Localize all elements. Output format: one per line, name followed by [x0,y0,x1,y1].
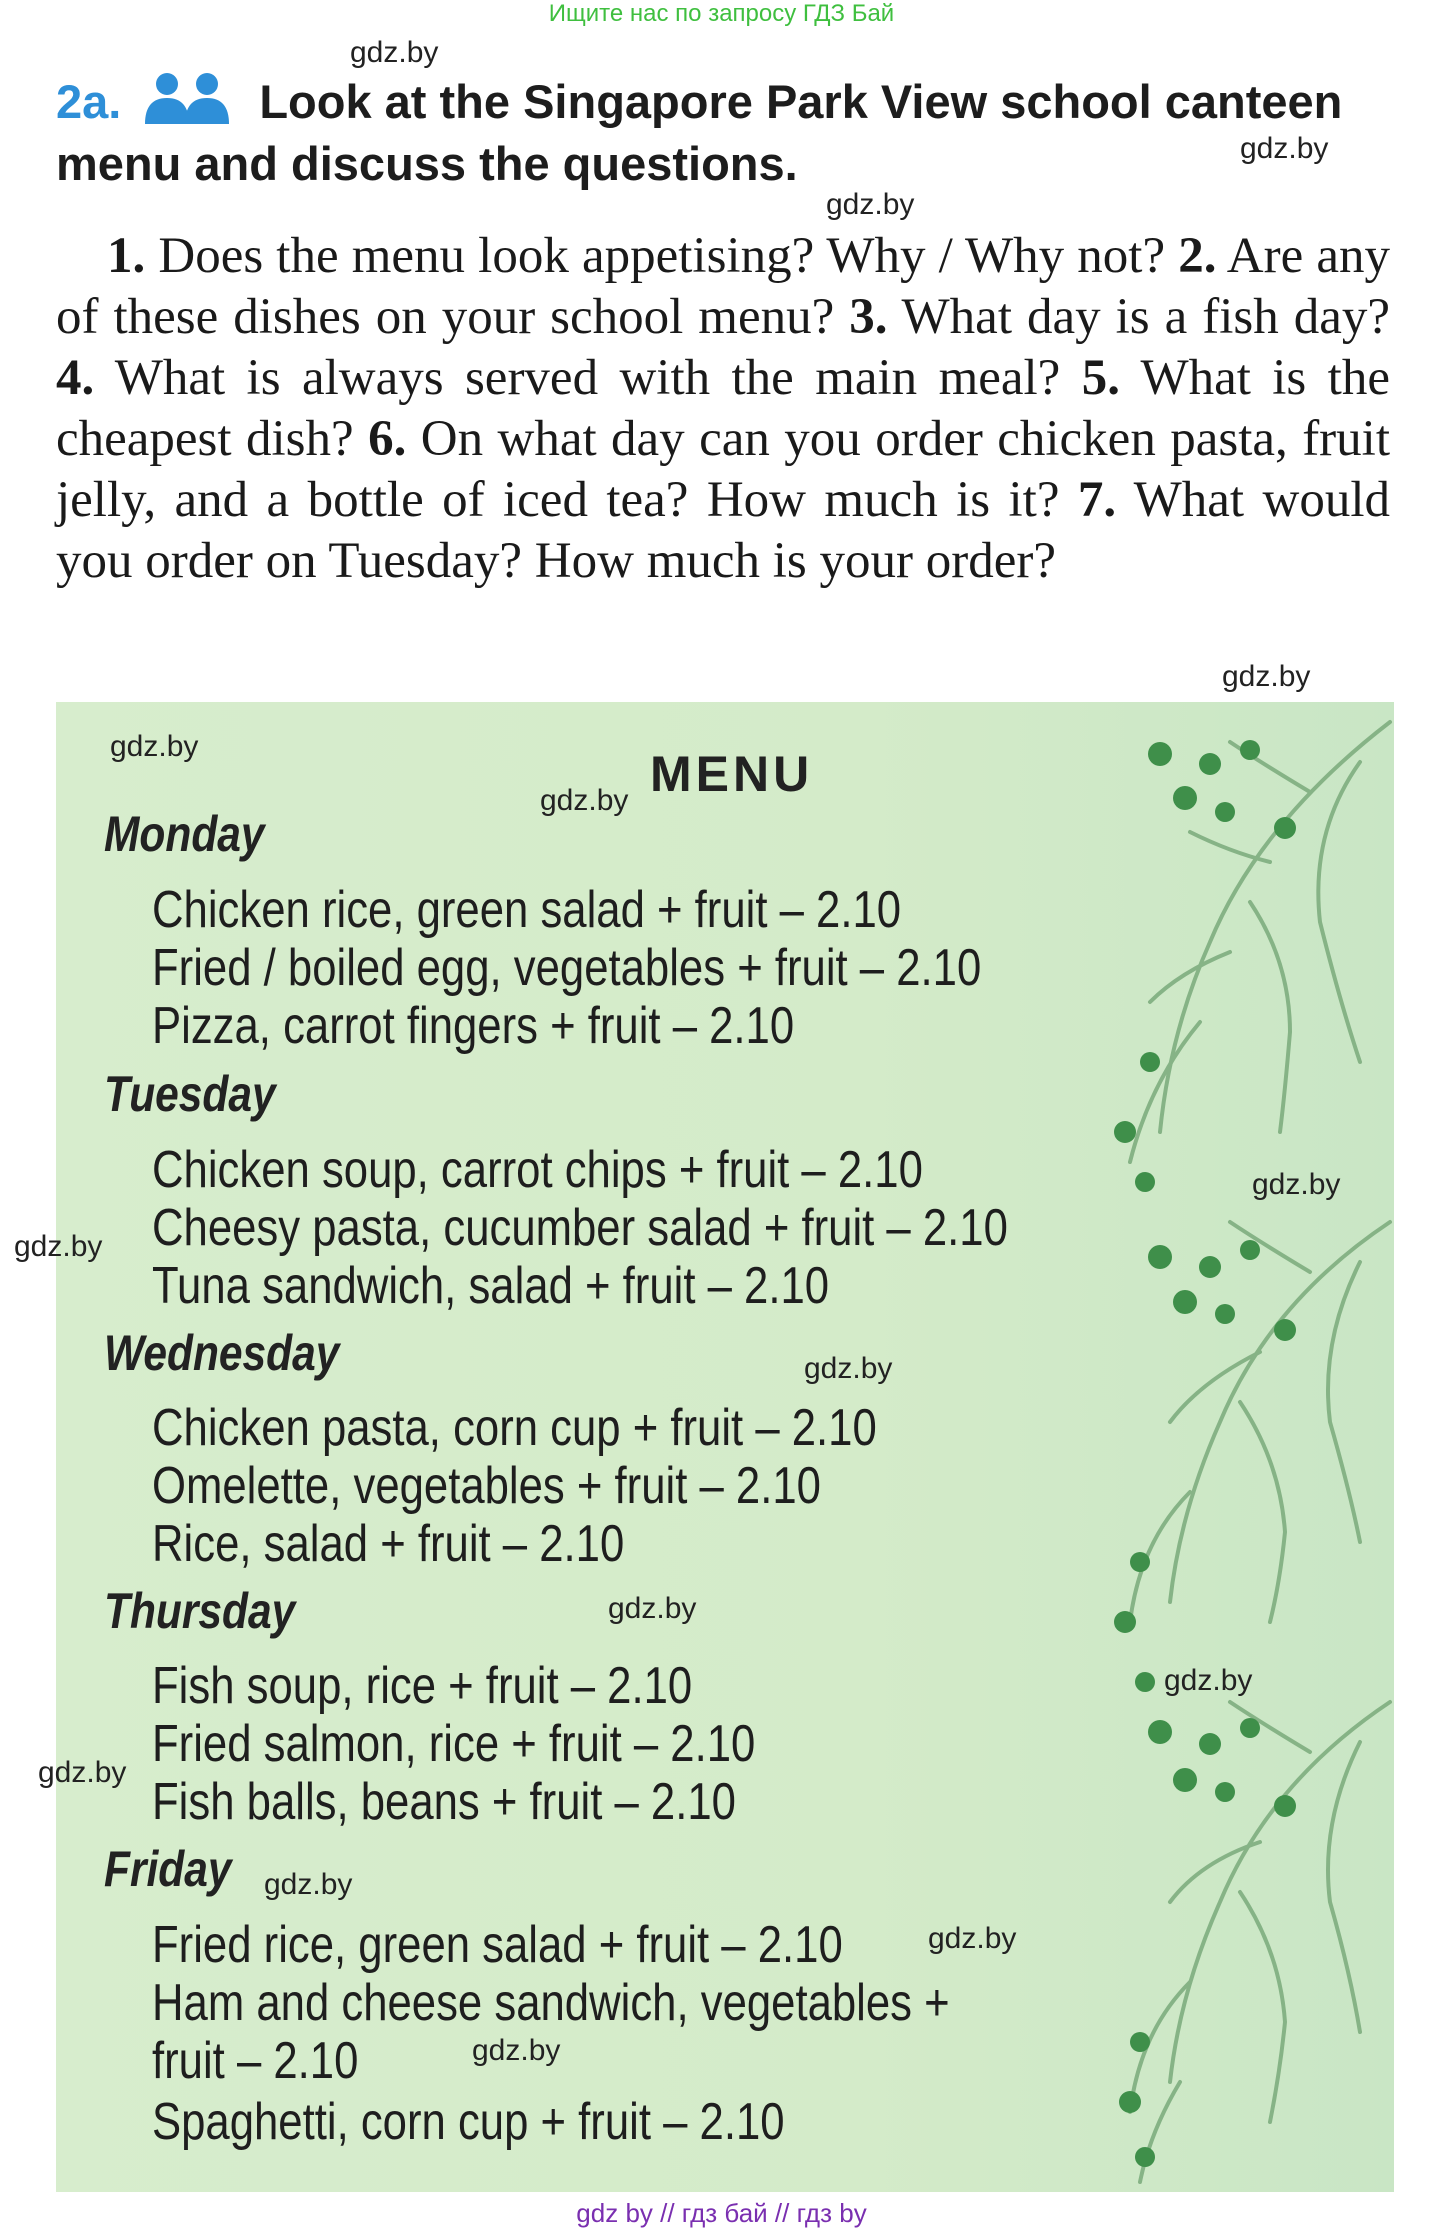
watermark: gdz.by [350,36,439,69]
day-heading-thursday: Thursday [104,1583,296,1639]
menu-item: Fish soup, rice + fruit – 2.10 [152,1657,693,1715]
menu-item: Chicken pasta, corn cup + fruit – 2.10 [152,1399,877,1457]
menu-item: Fried rice, green salad + fruit – 2.10 [152,1916,843,1974]
watermark: gdz.by [608,1592,697,1625]
menu-item: Fish balls, beans + fruit – 2.10 [152,1773,736,1831]
menu-item: Omelette, vegetables + fruit – 2.10 [152,1457,821,1515]
watermark: gdz.by [540,784,629,817]
menu-item: Fried / boiled egg, vegetables + fruit – 2.10 [152,939,982,997]
day-heading-wednesday: Wednesday [104,1325,340,1381]
watermark: gdz.by [826,188,915,221]
menu-item: Pizza, carrot fingers + fruit – 2.10 [152,997,795,1055]
menu-item: Rice, salad + fruit – 2.10 [152,1515,625,1573]
leaf-branch-decoration [1060,702,1400,2192]
menu-item: Cheesy pasta, cucumber salad + fruit – 2.10 [152,1199,1008,1257]
watermark: gdz.by [928,1922,1017,1955]
menu-item: Fried salmon, rice + fruit – 2.10 [152,1715,756,1773]
watermark: gdz.by [1240,132,1329,165]
question-1: 1. Does the menu look appetising? Why / Why not? [107,228,1166,284]
exercise-heading [56,72,1396,192]
exercise-instruction: Look at the Singapore Park View school canteen menu and discuss the questions. [56,75,1343,190]
menu-item: Ham and cheese sandwich, vegetables + [152,1974,950,2032]
day-heading-tuesday: Tuesday [104,1066,276,1122]
question-7: 7. What would you order on Tuesday? How much is your order? [56,472,1390,589]
watermark: gdz.by [804,1352,893,1385]
two-people-icon [143,72,233,136]
watermark: gdz.by [110,730,199,763]
question-5: 5. What is the cheapest dish? [56,350,1390,467]
watermark: gdz.by [1222,660,1311,693]
footer-links[interactable]: gdz by // гдз бай // гдз by [576,2198,867,2228]
question-6: 6. On what day can you order chicken pasta, fruit jelly, and a bottle of iced tea? How much is it? [56,411,1390,528]
watermark: gdz.by [14,1230,103,1263]
question-4: 4. What is always served with the main meal? [56,350,1061,406]
menu-title: MENU [650,746,814,802]
menu-item: Tuna sandwich, salad + fruit – 2.10 [152,1257,830,1315]
watermark: gdz.by [472,2034,561,2067]
day-heading-friday: Friday [104,1841,232,1897]
watermark: gdz.by [1164,1664,1253,1697]
question-3: 3. What day is a fish day? [849,289,1390,345]
exercise-number: 2a. [56,75,122,128]
questions-paragraph [56,226,1390,592]
watermark: gdz.by [1252,1168,1341,1201]
menu-item: Chicken soup, carrot chips + fruit – 2.10 [152,1141,923,1199]
menu-item: Chicken rice, green salad + fruit – 2.10 [152,881,902,939]
watermark: gdz.by [264,1868,353,1901]
question-2: 2. Are any of these dishes on your school menu? [56,228,1391,345]
menu-item: Spaghetti, corn cup + fruit – 2.10 [152,2093,785,2151]
day-heading-monday: Monday [104,806,265,862]
menu-item: fruit – 2.10 [152,2032,359,2090]
top-banner[interactable]: Ищите нас по запросу ГДЗ Бай [548,0,895,27]
watermark: gdz.by [38,1756,127,1789]
